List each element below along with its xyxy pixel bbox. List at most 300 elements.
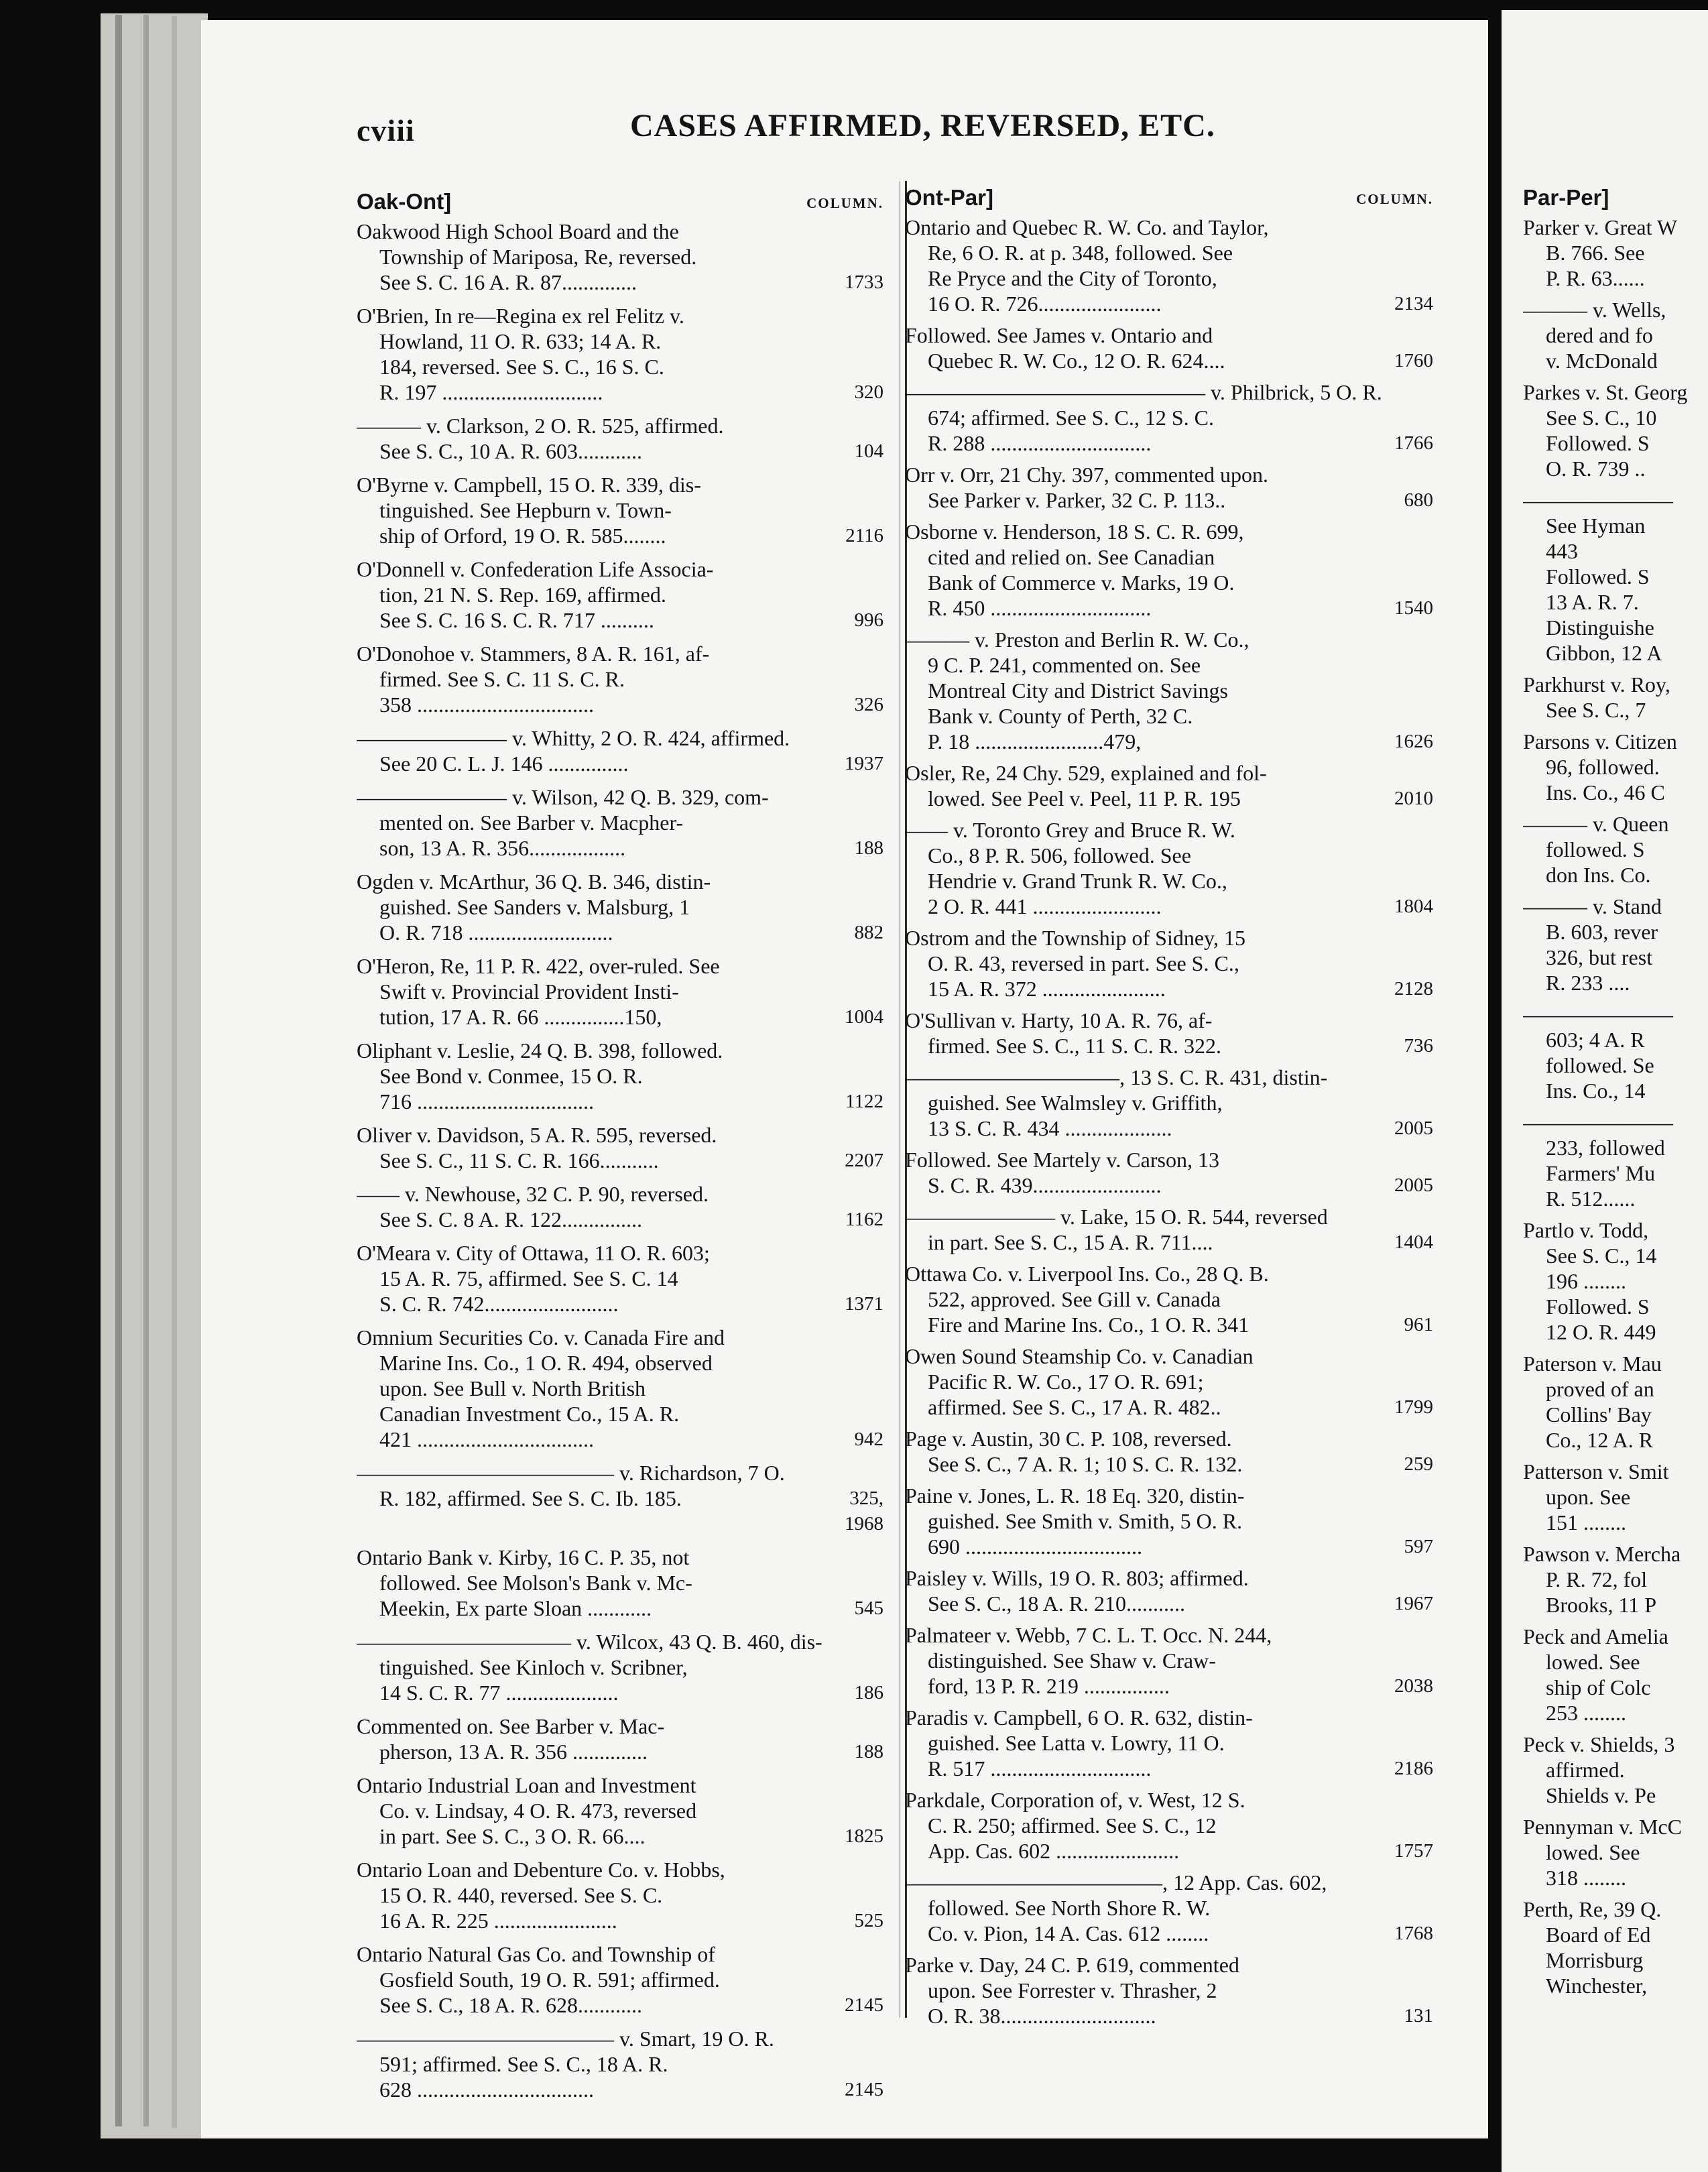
case-entry — [357, 2026, 883, 2102]
column-reference: 1162 — [845, 1209, 883, 1230]
column-reference: 104 — [854, 440, 883, 462]
case-title-line: Parker v. Great W — [1523, 215, 1678, 239]
case-detail-line: ship of Orford, 19 O. R. 585........ — [379, 524, 666, 548]
case-detail-line: firmed. See S. C., 11 S. C. R. 322. — [928, 1034, 1221, 1058]
case-entry — [905, 1705, 1433, 1781]
column-reference: 1768 — [1394, 1923, 1433, 1944]
column-reference: 2005 — [1394, 1118, 1433, 1139]
column-reference: 1967 — [1394, 1593, 1433, 1614]
case-detail-line: See S. C., 18 A. R. 628............ — [379, 1993, 643, 2017]
case-detail-line: Pacific R. W. Co., 17 O. R. 691; — [928, 1370, 1204, 1394]
case-detail-line: 690 ................................. — [928, 1534, 1142, 1559]
case-detail-line: See S. C., 10 A. R. 603............ — [379, 439, 643, 463]
case-detail-line: Meekin, Ex parte Sloan ............ — [379, 1596, 652, 1620]
case-detail-line: affirmed. See S. C., 17 A. R. 482.. — [928, 1395, 1221, 1419]
case-entry — [1523, 672, 1708, 723]
case-detail-line: 12 O. R. 449 — [1546, 1320, 1656, 1344]
case-title-line: ——————— — [1523, 1110, 1673, 1134]
case-detail-line: proved of an — [1546, 1377, 1654, 1401]
case-entry — [905, 322, 1433, 373]
case-detail-line: 184, reversed. See S. C., 16 S. C. — [379, 355, 664, 379]
case-title-line: Patterson v. Smit — [1523, 1459, 1669, 1484]
column-reference: 597 — [1404, 1536, 1433, 1557]
case-detail-line: 15 A. R. 372 ....................... — [928, 977, 1166, 1001]
case-detail-line: 522, approved. See Gill v. Canada — [928, 1287, 1221, 1311]
case-entry — [357, 1545, 883, 1621]
case-detail-line: Co., 12 A. R — [1546, 1428, 1654, 1452]
case-detail-line: Marine Ins. Co., 1 O. R. 494, observed — [379, 1351, 713, 1375]
case-entry — [357, 1038, 883, 1114]
column-reference: 736 — [1404, 1035, 1433, 1057]
page-title: CASES AFFIRMED, REVERSED, ETC. — [630, 108, 1215, 143]
column-reference: 1540 — [1394, 597, 1433, 619]
case-detail-line: 16 A. R. 225 ....................... — [379, 1909, 617, 1933]
case-detail-line: 358 ................................. — [379, 692, 594, 717]
case-detail-line: App. Cas. 602 ....................... — [928, 1839, 1180, 1863]
case-title-line: O'Donohoe v. Stammers, 8 A. R. 161, af- — [357, 642, 710, 666]
case-entry — [1523, 811, 1708, 888]
case-detail-line: O. R. 739 .. — [1546, 457, 1646, 481]
case-detail-line: See Hyman — [1546, 514, 1646, 538]
case-title-line: Pawson v. Mercha — [1523, 1542, 1681, 1566]
case-detail-line: Followed. S — [1546, 564, 1650, 589]
case-title-line: ——————————, 13 S. C. R. 431, distin- — [905, 1065, 1328, 1089]
column-reference: 1766 — [1394, 432, 1433, 454]
case-entry — [357, 413, 883, 464]
case-detail-line: R. 182, affirmed. See S. C. Ib. 185. — [379, 1486, 682, 1510]
case-title-line: Parkdale, Corporation of, v. West, 12 S. — [905, 1788, 1245, 1812]
case-entry — [357, 1941, 883, 2018]
case-title-line: Paisley v. Wills, 19 O. R. 803; affirmed. — [905, 1566, 1249, 1590]
column-reference: 2207 — [845, 1150, 883, 1171]
case-title-line: Ottawa Co. v. Liverpool Ins. Co., 28 Q. B. — [905, 1262, 1269, 1286]
case-entry — [357, 556, 883, 633]
case-detail-line: See S. C., 11 S. C. R. 166........... — [379, 1148, 659, 1172]
case-detail-line: Bank v. County of Perth, 32 C. — [928, 704, 1193, 728]
case-entry — [905, 627, 1433, 754]
column-oak-ont — [357, 181, 883, 2110]
case-entry — [905, 1870, 1433, 1946]
column-reference: 188 — [854, 837, 883, 859]
case-detail-line: 2 O. R. 441 ........................ — [928, 894, 1162, 918]
case-entry — [1523, 1732, 1708, 1808]
column-reference: 1404 — [1394, 1231, 1433, 1253]
column-reference: 1937 — [845, 753, 883, 774]
column-reference: 1760 — [1394, 350, 1433, 371]
case-title-line: Perth, Re, 39 Q. — [1523, 1897, 1662, 1921]
column-reference: 2128 — [1394, 978, 1433, 1000]
entry-list — [357, 219, 883, 2102]
case-detail-line: Followed. S — [1546, 431, 1650, 455]
case-detail-line: See S. C. 16 S. C. R. 717 .......... — [379, 608, 654, 632]
case-title-line: Ontario and Quebec R. W. Co. and Taylor, — [905, 215, 1269, 239]
column-header — [1523, 177, 1708, 215]
case-detail-line: 421 ................................. — [379, 1427, 594, 1451]
case-entry — [1523, 379, 1708, 481]
case-entry — [357, 784, 883, 861]
case-entry — [905, 760, 1433, 811]
case-entry — [905, 1261, 1433, 1337]
page-edge-line — [172, 16, 177, 2128]
column-key: Oak-Ont] — [357, 189, 452, 214]
case-detail-line: 628 ................................. — [379, 2077, 594, 2102]
case-title-line: ——— v. Stand — [1523, 894, 1662, 918]
case-detail-line: 14 S. C. R. 77 ..................... — [379, 1681, 619, 1705]
case-entry — [905, 817, 1433, 919]
case-detail-line: distinguished. See Shaw v. Craw- — [928, 1648, 1216, 1673]
case-entry — [1523, 1814, 1708, 1890]
case-detail-line: Re, 6 O. R. at p. 348, followed. See — [928, 241, 1233, 265]
case-entry — [357, 1325, 883, 1452]
case-detail-line: 603; 4 A. R — [1546, 1028, 1645, 1052]
case-detail-line: followed. See North Shore R. W. — [928, 1896, 1211, 1920]
case-detail-line: tinguished. See Kinloch v. Scribner, — [379, 1655, 688, 1679]
case-title-line: O'Byrne v. Campbell, 15 O. R. 339, dis- — [357, 473, 701, 497]
case-detail-line: See S. C., 14 — [1546, 1244, 1657, 1268]
case-detail-line: See S. C., 7 — [1546, 698, 1646, 722]
case-title-line: ——————— v. Lake, 15 O. R. 544, reversed — [905, 1205, 1328, 1229]
case-title-line: Parkhurst v. Roy, — [1523, 672, 1670, 697]
case-title-line: Peck v. Shields, 3 — [1523, 1732, 1675, 1756]
case-detail-line: Hendrie v. Grand Trunk R. W. Co., — [928, 869, 1227, 893]
case-detail-line: 674; affirmed. See S. C., 12 S. C. — [928, 406, 1214, 430]
case-detail-line: followed. Se — [1546, 1053, 1654, 1077]
case-detail-line: 16 O. R. 726....................... — [928, 292, 1162, 316]
case-title-line: ——— v. Wells, — [1523, 298, 1666, 322]
column-reference: 188 — [854, 1741, 883, 1762]
case-entry — [357, 869, 883, 945]
column-reference: 1626 — [1394, 731, 1433, 752]
case-title-line: Partlo v. Todd, — [1523, 1218, 1649, 1242]
case-detail-line: R. 233 .... — [1546, 971, 1630, 995]
case-entry — [1523, 1624, 1708, 1726]
case-entry — [357, 1240, 883, 1317]
case-detail-line: Morrisburg — [1546, 1948, 1644, 1972]
case-entry — [1523, 1002, 1708, 1103]
case-detail-line: O. R. 43, reversed in part. See S. C., — [928, 951, 1239, 975]
case-title-line: Paine v. Jones, L. R. 18 Eq. 320, distin- — [905, 1484, 1245, 1508]
column-reference: 2186 — [1394, 1758, 1433, 1779]
column-reference: 2145 — [845, 1994, 883, 2016]
page-edge-line — [143, 15, 149, 2126]
case-detail-line: don Ins. Co. — [1546, 863, 1651, 887]
case-detail-line: S. C. R. 742......................... — [379, 1292, 619, 1316]
case-detail-line: tion, 21 N. S. Rep. 169, affirmed. — [379, 583, 666, 607]
column-reference: 882 — [854, 922, 883, 943]
column-reference: 2145 — [845, 2079, 883, 2100]
case-detail-line: affirmed. — [1546, 1758, 1625, 1782]
case-title-line: O'Sullivan v. Harty, 10 A. R. 76, af- — [905, 1008, 1213, 1032]
case-title-line: ——————— — [1523, 1002, 1673, 1026]
case-detail-line: 326, but rest — [1546, 945, 1653, 969]
case-title-line: Ogden v. McArthur, 36 Q. B. 346, distin- — [357, 869, 711, 894]
case-detail-line: Farmers' Mu — [1546, 1161, 1656, 1185]
column-reference: 545 — [854, 1597, 883, 1619]
column-reference: 131 — [1404, 2005, 1433, 2027]
column-reference: 2005 — [1394, 1174, 1433, 1196]
column-label: COLUMN. — [806, 195, 883, 211]
case-title-line: ——————— — [1523, 488, 1673, 512]
case-detail-line: O. R. 718 ........................... — [379, 920, 613, 945]
case-detail-line: Re Pryce and the City of Toronto, — [928, 266, 1217, 290]
column-reference: 2134 — [1394, 293, 1433, 314]
case-detail-line: See S. C. 8 A. R. 122............... — [379, 1207, 643, 1231]
case-title-line: Oliphant v. Leslie, 24 Q. B. 398, followed. — [357, 1038, 723, 1063]
column-reference: 1804 — [1394, 896, 1433, 917]
case-detail-line: Gosfield South, 19 O. R. 591; affirmed. — [379, 1968, 720, 1992]
case-detail-line: S. C. R. 439........................ — [928, 1173, 1162, 1197]
case-entry — [1523, 487, 1708, 666]
case-title-line: Ontario Loan and Debenture Co. v. Hobbs, — [357, 1858, 725, 1882]
column-reference: 996 — [854, 609, 883, 631]
case-detail-line: O. R. 38............................. — [928, 2004, 1156, 2028]
column-reference: 1371 — [845, 1293, 883, 1315]
column-reference: 325, 1968 — [845, 1488, 883, 1534]
column-reference: 961 — [1404, 1314, 1433, 1335]
case-title-line: Oliver v. Davidson, 5 A. R. 595, reversed. — [357, 1123, 717, 1147]
case-entry — [357, 641, 883, 717]
case-detail-line: ford, 13 P. R. 219 ................ — [928, 1674, 1170, 1698]
case-detail-line: Township of Mariposa, Re, reversed. — [379, 245, 697, 269]
case-entry — [905, 1565, 1433, 1616]
case-title-line: Followed. See Martely v. Carson, 13 — [905, 1148, 1219, 1172]
case-entry — [1523, 297, 1708, 373]
case-detail-line: P. R. 72, fol — [1546, 1567, 1648, 1591]
column-reference: 259 — [1404, 1453, 1433, 1475]
case-entry — [905, 1204, 1433, 1255]
case-title-line: ——————— v. Wilson, 42 Q. B. 329, com- — [357, 785, 769, 809]
case-detail-line: Ins. Co., 46 C — [1546, 780, 1665, 804]
case-detail-line: 13 S. C. R. 434 .................... — [928, 1116, 1172, 1140]
case-entry — [905, 1622, 1433, 1699]
case-entry — [1523, 729, 1708, 805]
case-detail-line: 443 — [1546, 539, 1578, 563]
case-detail-line: 13 A. R. 7. — [1546, 590, 1639, 614]
case-title-line: Pennyman v. McC — [1523, 1815, 1683, 1839]
case-entry — [905, 925, 1433, 1002]
case-detail-line: See 20 C. L. J. 146 ............... — [379, 751, 629, 776]
case-title-line: Oakwood High School Board and the — [357, 219, 679, 243]
case-title-line: O'Meara v. City of Ottawa, 11 O. R. 603; — [357, 1241, 710, 1265]
case-title-line: —— v. Newhouse, 32 C. P. 90, reversed. — [357, 1182, 709, 1206]
case-title-line: Osler, Re, 24 Chy. 529, explained and fol- — [905, 761, 1267, 785]
case-title-line: Owen Sound Steamship Co. v. Canadian — [905, 1344, 1254, 1368]
case-detail-line: 318 ........ — [1546, 1866, 1626, 1890]
case-detail-line: 9 C. P. 241, commented on. See — [928, 653, 1201, 677]
case-detail-line: Followed. S — [1546, 1294, 1650, 1319]
case-detail-line: 15 A. R. 75, affirmed. See S. C. 14 — [379, 1266, 678, 1290]
case-detail-line: See Bond v. Conmee, 15 O. R. — [379, 1064, 643, 1088]
case-detail-line: upon. See — [1546, 1485, 1631, 1509]
column-par-per — [1523, 177, 1708, 2004]
case-detail-line: mented on. See Barber v. Macpher- — [379, 810, 684, 835]
case-entry — [905, 215, 1433, 316]
case-entry — [357, 725, 883, 776]
case-title-line: ——— v. Preston and Berlin R. W. Co., — [905, 627, 1249, 652]
case-detail-line: B. 766. See — [1546, 241, 1645, 265]
case-detail-line: 233, followed — [1546, 1136, 1665, 1160]
case-detail-line: in part. See S. C., 3 O. R. 66.... — [379, 1824, 646, 1848]
case-entry — [905, 1426, 1433, 1477]
case-detail-line: v. McDonald — [1546, 349, 1658, 373]
column-reference: 1733 — [845, 272, 883, 293]
column-reference: 1122 — [845, 1091, 883, 1112]
case-entry — [357, 1772, 883, 1849]
case-detail-line: B. 603, rever — [1546, 920, 1658, 944]
case-detail-line: Montreal City and District Savings — [928, 678, 1228, 703]
case-detail-line: P. R. 63...... — [1546, 266, 1645, 290]
case-entry — [1523, 894, 1708, 996]
case-detail-line: 716 ................................. — [379, 1089, 594, 1113]
case-entry — [905, 1483, 1433, 1559]
case-title-line: Omnium Securities Co. v. Canada Fire and — [357, 1325, 725, 1349]
case-title-line: Ontario Bank v. Kirby, 16 C. P. 35, not — [357, 1545, 690, 1569]
case-detail-line: upon. See Bull v. North British — [379, 1376, 646, 1400]
case-detail-line: R. 517 .............................. — [928, 1756, 1152, 1781]
case-entry — [357, 1857, 883, 1933]
case-detail-line: 591; affirmed. See S. C., 18 A. R. — [379, 2052, 668, 2076]
case-title-line: Ontario Industrial Loan and Investment — [357, 1773, 696, 1797]
case-entry — [357, 303, 883, 405]
case-entry — [905, 1952, 1433, 2029]
case-detail-line: Board of Ed — [1546, 1923, 1651, 1947]
case-detail-line: son, 13 A. R. 356.................. — [379, 836, 626, 860]
case-entry — [1523, 1896, 1708, 1998]
column-label: COLUMN. — [1356, 191, 1433, 207]
case-title-line: Paradis v. Campbell, 6 O. R. 632, distin- — [905, 1705, 1253, 1730]
case-detail-line: firmed. See S. C. 11 S. C. R. — [379, 667, 625, 691]
case-title-line: —————————————— v. Philbrick, 5 O. R. — [905, 380, 1382, 404]
case-detail-line: See S. C., 18 A. R. 210........... — [928, 1591, 1186, 1616]
case-title-line: Parsons v. Citizen — [1523, 729, 1677, 753]
case-detail-line: Swift v. Provincial Provident Insti- — [379, 979, 679, 1004]
case-entry — [357, 1122, 883, 1173]
case-title-line: Paterson v. Mau — [1523, 1351, 1662, 1376]
case-entry — [905, 1787, 1433, 1864]
case-detail-line: Collins' Bay — [1546, 1402, 1652, 1427]
case-detail-line: Canadian Investment Co., 15 A. R. — [379, 1402, 680, 1426]
column-reference: 1004 — [845, 1006, 883, 1028]
column-header — [357, 181, 883, 219]
column-ont-par — [905, 177, 1433, 2035]
case-detail-line: See Parker v. Parker, 32 C. P. 113.. — [928, 488, 1226, 512]
case-detail-line: See S. C., 10 — [1546, 406, 1657, 430]
case-title-line: Orr v. Orr, 21 Chy. 397, commented upon. — [905, 463, 1269, 487]
case-detail-line: See S. C., 7 A. R. 1; 10 S. C. R. 132. — [928, 1452, 1243, 1476]
case-detail-line: followed. S — [1546, 837, 1645, 861]
case-detail-line: Shields v. Pe — [1546, 1783, 1656, 1807]
case-entry — [905, 1343, 1433, 1420]
case-detail-line: Howland, 11 O. R. 633; 14 A. R. — [379, 329, 662, 353]
case-detail-line: R. 197 .............................. — [379, 380, 603, 404]
case-entry — [1523, 215, 1708, 291]
case-title-line: ——— v. Queen — [1523, 812, 1669, 836]
case-title-line: Peck and Amelia — [1523, 1624, 1668, 1648]
case-title-line: O'Heron, Re, 11 P. R. 422, over-ruled. See — [357, 954, 720, 978]
case-detail-line: 151 ........ — [1546, 1510, 1626, 1534]
page-edge-line — [115, 15, 122, 2126]
case-entry — [905, 519, 1433, 621]
case-entry — [357, 1629, 883, 1705]
case-detail-line: R. 512...... — [1546, 1187, 1636, 1211]
case-title-line: ———————————— v. Richardson, 7 O. — [357, 1461, 785, 1485]
case-detail-line: Distinguishe — [1546, 615, 1654, 640]
case-detail-line: C. R. 250; affirmed. See S. C., 12 — [928, 1813, 1217, 1837]
case-detail-line: Winchester, — [1546, 1974, 1648, 1998]
case-entry — [357, 1713, 883, 1764]
column-key: Par-Per] — [1523, 185, 1609, 210]
case-detail-line: 253 ........ — [1546, 1701, 1626, 1725]
case-title-line: —————————— v. Wilcox, 43 Q. B. 460, dis- — [357, 1630, 822, 1654]
case-entry — [1523, 1459, 1708, 1535]
case-entry — [357, 953, 883, 1030]
case-title-line: O'Brien, In re—Regina ex rel Felitz v. — [357, 304, 684, 328]
case-detail-line: P. 18 ........................479, — [928, 729, 1142, 753]
case-title-line: Parke v. Day, 24 C. P. 619, commented — [905, 1953, 1239, 1977]
case-detail-line: 15 O. R. 440, reversed. See S. C. — [379, 1883, 663, 1907]
case-title-line: Ontario Natural Gas Co. and Township of — [357, 1942, 715, 1966]
case-detail-line: Co. v. Lindsay, 4 O. R. 473, reversed — [379, 1799, 697, 1823]
column-reference: 186 — [854, 1682, 883, 1703]
entry-list — [905, 215, 1433, 2029]
case-detail-line: in part. See S. C., 15 A. R. 711.... — [928, 1230, 1213, 1254]
case-detail-line: lowed. See — [1546, 1650, 1640, 1674]
case-title-line: Palmateer v. Webb, 7 C. L. T. Occ. N. 244, — [905, 1623, 1272, 1647]
case-entry — [357, 1181, 883, 1232]
column-reference: 320 — [854, 381, 883, 403]
column-key: Ont-Par] — [905, 185, 993, 210]
case-title-line: Followed. See James v. Ontario and — [905, 323, 1213, 347]
case-entry — [357, 472, 883, 548]
case-title-line: ——— v. Clarkson, 2 O. R. 525, affirmed. — [357, 414, 724, 438]
case-detail-line: followed. See Molson's Bank v. Mc- — [379, 1571, 692, 1595]
case-entry — [1523, 1109, 1708, 1211]
case-title-line: Parkes v. St. Georg — [1523, 380, 1688, 404]
case-detail-line: guished. See Sanders v. Malsburg, 1 — [379, 895, 690, 919]
case-detail-line: guished. See Walmsley v. Griffith, — [928, 1091, 1223, 1115]
case-detail-line: guished. See Smith v. Smith, 5 O. R. — [928, 1509, 1243, 1533]
case-detail-line: upon. See Forrester v. Thrasher, 2 — [928, 1978, 1217, 2002]
case-detail-line: dered and fo — [1546, 323, 1653, 347]
case-title-line: Osborne v. Henderson, 18 S. C. R. 699, — [905, 520, 1244, 544]
case-entry — [905, 1008, 1433, 1059]
entry-list — [1523, 215, 1708, 1998]
case-title-line: —— v. Toronto Grey and Bruce R. W. — [905, 818, 1235, 842]
case-detail-line: ship of Colc — [1546, 1675, 1651, 1699]
case-detail-line: Bank of Commerce v. Marks, 19 O. — [928, 570, 1235, 595]
case-title-line: O'Donnell v. Confederation Life Associa- — [357, 557, 714, 581]
column-reference: 2010 — [1394, 788, 1433, 809]
column-reference: 1799 — [1394, 1396, 1433, 1418]
case-detail-line: Co. v. Pion, 14 A. Cas. 612 ........ — [928, 1921, 1209, 1945]
page-number: cviii — [357, 113, 415, 147]
case-title-line: ——————— v. Whitty, 2 O. R. 424, affirmed. — [357, 726, 790, 750]
case-detail-line: Gibbon, 12 A — [1546, 641, 1662, 665]
case-entry — [905, 462, 1433, 513]
column-reference: 2116 — [845, 525, 883, 546]
case-detail-line: Fire and Marine Ins. Co., 1 O. R. 341 — [928, 1313, 1249, 1337]
column-reference: 525 — [854, 1910, 883, 1931]
column-reference: 1757 — [1394, 1840, 1433, 1862]
case-detail-line: R. 288 .............................. — [928, 431, 1152, 455]
case-detail-line: pherson, 13 A. R. 356 .............. — [379, 1740, 648, 1764]
case-detail-line: guished. See Latta v. Lowry, 11 O. — [928, 1731, 1225, 1755]
case-detail-line: lowed. See — [1546, 1840, 1640, 1864]
case-entry — [1523, 1351, 1708, 1453]
case-title-line: Ostrom and the Township of Sidney, 15 — [905, 926, 1245, 950]
case-entry — [357, 219, 883, 295]
case-entry — [1523, 1217, 1708, 1345]
